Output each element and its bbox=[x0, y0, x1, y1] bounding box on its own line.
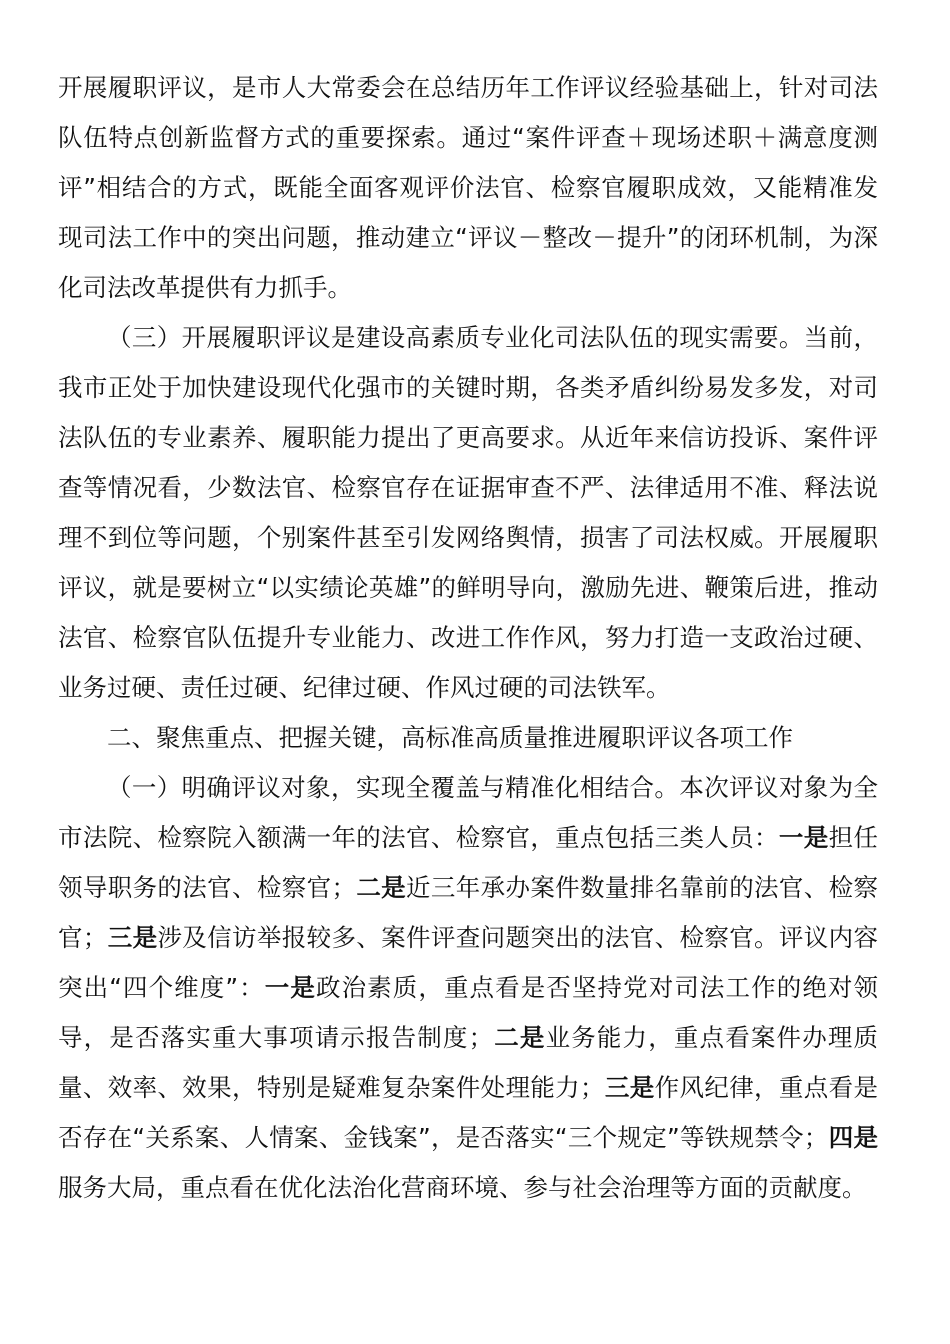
paragraph-text: 服务大局，重点看在优化法治化营商环境、参与社会治理等方面的贡献度。 bbox=[58, 1173, 867, 1202]
paragraph-text: 业务能力，重点看案件办理质量、效率、效果，特别是疑难复杂案件处理能力； bbox=[58, 1023, 879, 1102]
paragraph-text: 近三年承办案件数量排名靠前的法官、检察官； bbox=[58, 873, 878, 952]
bold-marker: 三是 bbox=[604, 1073, 655, 1102]
paragraph-text: （一）明确评议对象，实现全覆盖与精准化相结合。本次评议对象为全市法院、检察院入额满一年的法官、检察官，重点包括三类人员： bbox=[58, 773, 878, 852]
bold-marker: 四是 bbox=[828, 1123, 878, 1152]
bold-marker: 二是 bbox=[493, 1023, 546, 1052]
bold-marker: 一是 bbox=[264, 973, 316, 1002]
paragraph-text: 政治素质，重点看是否坚持党对司法工作的绝对领导，是否落实重大事项请示报告制度； bbox=[58, 973, 879, 1052]
heading-text: 二、聚焦重点、把握关键，高标准高质量推进履职评议各项工作 bbox=[107, 723, 793, 752]
paragraph-section-three bbox=[58, 313, 878, 713]
document-page bbox=[58, 63, 878, 1213]
paragraph-text: （三）开展履职评议是建设高素质专业化司法队伍的现实需要。当前，我市正处于加快建设现代化强市的关键时期，各类矛盾纠纷易发多发，对司法队伍的专业素养、履职能力提出了更高要求。从近年来信访投诉、案件评查等情况看，少数法官、检察官存在证据审查不严、法律适用不准、释法说理不到位等问题，个别案件甚至引发网络舆情，损害了司法权威。开展履职评议，就是要树立“以实绩论英雄”的鲜明导向，激励先进、鞭策后进，推动法官、检察官队伍提升专业能力、改进工作作风，努力打造一支政治过硬、业务过硬、责任过硬、纪律过硬、作风过硬的司法铁军。 bbox=[58, 323, 878, 702]
section-heading-two bbox=[58, 713, 878, 763]
bold-marker: 一是 bbox=[778, 823, 829, 852]
paragraph-evaluation-targets bbox=[58, 763, 878, 1213]
paragraph-text: 作风纪律，重点看是否存在“关系案、人情案、金钱案”，是否落实“三个规定”等铁规禁令； bbox=[58, 1073, 878, 1152]
bold-marker: 二是 bbox=[355, 873, 407, 902]
bold-marker: 三是 bbox=[107, 923, 158, 952]
paragraph-text: 开展履职评议，是市人大常委会在总结历年工作评议经验基础上，针对司法队伍特点创新监督方式的重要探索。通过“案件评查＋现场述职＋满意度测评”相结合的方式，既能全面客观评价法官、检察官履职成效，又能精准发现司法工作中的突出问题，推动建立“评议－整改－提升”的闭环机制，为深化司法改革提供有力抓手。 bbox=[58, 73, 878, 302]
paragraph-text: 涉及信访举报较多、案件评查问题突出的法官、检察官。评议内容突出“四个维度”： bbox=[58, 923, 878, 1002]
paragraph-text: 担任领导职务的法官、检察官； bbox=[58, 823, 878, 902]
paragraph-evaluation-significance bbox=[58, 63, 878, 313]
